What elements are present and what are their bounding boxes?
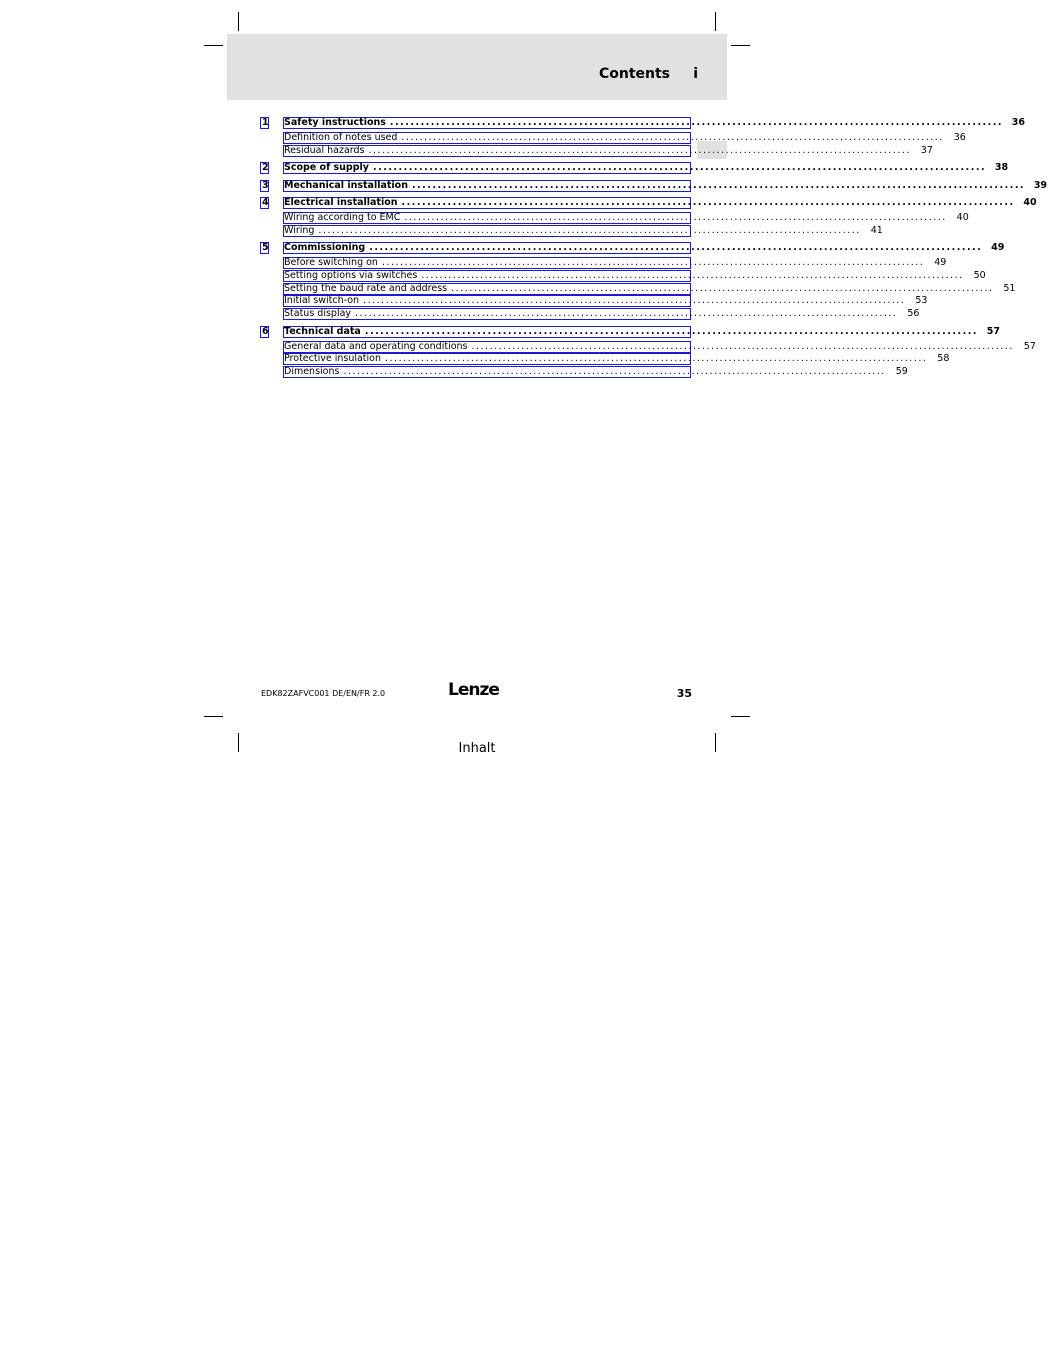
toc-entry-link[interactable] xyxy=(283,242,1005,254)
toc-leader-dots: ........................................................................................................................ xyxy=(385,353,928,364)
toc-entry-page: 51 xyxy=(1003,283,1016,294)
toc-entry-label: General data and operating conditions xyxy=(284,341,468,352)
toc-leader-dots: ........................................................................................................................ xyxy=(471,341,1014,352)
toc-entry-link[interactable] xyxy=(283,257,947,269)
toc-entry-label: Technical data xyxy=(284,326,361,337)
toc-leader-dots: ........................................................................................................................ xyxy=(411,180,1026,191)
toc-entry-page: 39 xyxy=(1033,180,1048,191)
page-number: 35 xyxy=(676,687,692,700)
toc-entry-link[interactable] xyxy=(283,308,920,320)
toc-entry-link[interactable] xyxy=(283,353,950,365)
toc-entry-link[interactable] xyxy=(283,341,1036,353)
toc-leader-dots: ........................................................................................................................ xyxy=(318,225,861,236)
toc-entry-page: 41 xyxy=(870,225,883,236)
toc-entry-page: 58 xyxy=(937,353,950,364)
toc-leader-dots: ........................................................................................................................ xyxy=(368,145,911,156)
toc-chapter-number-link[interactable]: 6 xyxy=(262,326,269,337)
toc-entry-label: Setting the baud rate and address xyxy=(284,283,448,294)
toc-entry-link[interactable] xyxy=(283,326,1000,338)
toc-entry-label: Dimensions xyxy=(284,366,340,377)
toc-leader-dots: ........................................................................................................................ xyxy=(401,197,1015,208)
toc-entry-label: Initial switch-on xyxy=(284,295,360,306)
toc-entry-label: Before switching on xyxy=(284,257,378,268)
toc-entry-link[interactable] xyxy=(283,197,1037,209)
toc-leader-dots: ........................................................................................................................ xyxy=(389,117,1003,128)
toc-leader-dots: ........................................................................................................................ xyxy=(364,326,978,337)
toc-entry-link[interactable] xyxy=(283,117,1025,129)
info-symbol: i xyxy=(693,66,698,82)
toc-entry-page: 38 xyxy=(994,162,1009,173)
toc-entry-label: Scope of supply xyxy=(284,162,369,173)
toc-entry-page: 56 xyxy=(907,308,920,319)
toc-entry-label: Wiring according to EMC xyxy=(284,212,401,223)
toc-entry-page: 53 xyxy=(915,295,928,306)
toc-entry-page: 49 xyxy=(991,242,1005,253)
toc-entry-page: 37 xyxy=(920,145,933,156)
toc-leader-dots: ........................................................................................................................ xyxy=(421,270,964,281)
toc-chapter-number-link[interactable]: 3 xyxy=(262,180,269,191)
toc-chapter-number-link[interactable]: 1 xyxy=(262,117,269,128)
toc-chapter-number-link[interactable]: 4 xyxy=(262,197,269,208)
toc-entry-page: 50 xyxy=(973,270,986,281)
toc-leader-dots: ........................................................................................................................ xyxy=(401,132,944,143)
document-id: EDK82ZAFVC001 DE/EN/FR 2.0 xyxy=(261,689,386,698)
toc-leader-dots: ........................................................................................................................ xyxy=(381,257,925,268)
toc-entry-page: 49 xyxy=(934,257,947,268)
toc-entry-link[interactable] xyxy=(283,145,933,157)
toc-entry-page: 40 xyxy=(956,212,969,223)
lenze-logo: Lenze xyxy=(448,680,499,700)
header-band xyxy=(227,34,727,100)
crop-mark-bottom-left-horizontal xyxy=(204,716,223,717)
toc-leader-dots: ........................................................................................................................ xyxy=(451,283,994,294)
toc-entry-link[interactable] xyxy=(283,180,1048,192)
toc-entry-label: Wiring xyxy=(284,225,315,236)
toc-leader-dots: ........................................................................................................................ xyxy=(404,212,947,223)
crop-mark-bottom-right-horizontal xyxy=(731,716,750,717)
crop-mark-top-right-vertical xyxy=(715,12,716,31)
toc-entry-label: Residual hazards xyxy=(284,145,365,156)
toc-entry-label: Commissioning xyxy=(284,242,366,253)
toc-entry-link[interactable] xyxy=(283,225,883,237)
toc-leader-dots: ........................................................................................................................ xyxy=(373,162,987,173)
toc-entry-label: Protective insulation xyxy=(284,353,382,364)
toc-entry-label: Setting options via switches xyxy=(284,270,418,281)
crop-mark-top-left-horizontal xyxy=(204,45,223,46)
toc-entry-page: 36 xyxy=(953,132,966,143)
toc-entry-label: Definition of notes used xyxy=(284,132,398,143)
toc-entry-link[interactable] xyxy=(283,295,928,307)
toc-leader-dots: ........................................................................................................................ xyxy=(355,308,898,319)
page-title: Contents xyxy=(598,66,670,82)
toc-entry-label: Status display xyxy=(284,308,352,319)
toc-chapter-number-link[interactable]: 5 xyxy=(262,242,269,253)
caption: Inhalt xyxy=(458,741,496,756)
toc-entry-label: Mechanical installation xyxy=(284,180,408,191)
toc-entry-page: 36 xyxy=(1011,117,1025,128)
toc-leader-dots: ........................................................................................................................ xyxy=(343,366,886,377)
toc-entry-link[interactable] xyxy=(283,212,969,224)
toc-entry-label: Safety instructions xyxy=(284,117,386,128)
toc-entry-page: 59 xyxy=(895,366,908,377)
toc-leader-dots: ........................................................................................................................ xyxy=(363,295,906,306)
crop-mark-top-left-vertical xyxy=(238,12,239,31)
toc-entry-link[interactable] xyxy=(283,283,1016,295)
toc-entry-link[interactable] xyxy=(283,366,908,378)
toc-chapter-number-link[interactable]: 2 xyxy=(262,162,269,173)
toc-entry-page: 40 xyxy=(1023,197,1037,208)
toc-leader-dots: ........................................................................................................................ xyxy=(369,242,983,253)
toc-entry-label: Electrical installation xyxy=(284,197,398,208)
toc-entry-link[interactable] xyxy=(283,270,986,282)
toc-entry-link[interactable] xyxy=(283,162,1009,174)
toc-entry-page: 57 xyxy=(986,326,1000,337)
toc-entry-page: 57 xyxy=(1023,341,1036,352)
crop-mark-top-right-horizontal xyxy=(731,45,750,46)
toc-entry-link[interactable] xyxy=(283,132,966,144)
